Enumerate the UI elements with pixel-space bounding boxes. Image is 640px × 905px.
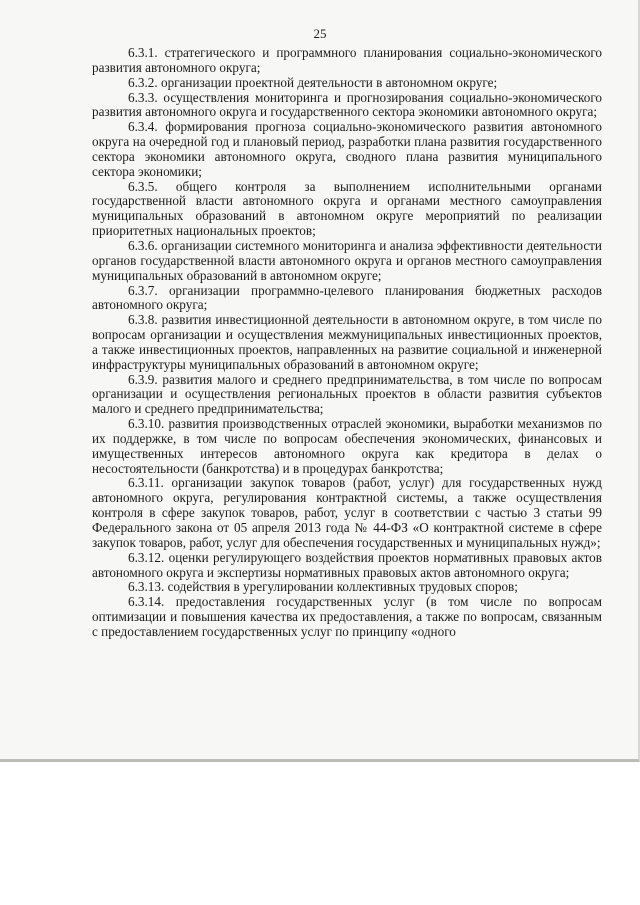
paragraph-6-3-6: 6.3.6. организации системного мониторинга и анализа эффективности деятельности органов государственной власти автономного округа и органов местного самоуправления муниципальных образований в автономном округе;	[92, 237, 602, 283]
paragraph-6-3-4: 6.3.4. формирования прогноза социально-экономического развития автономного округа на очередной год и плановый период, разработки плана развития государственного сектора экономики автономного округа, сводного плана развития муниципального сектора экономики;	[92, 119, 602, 179]
paragraph-6-3-3: 6.3.3. осуществления мониторинга и прогнозирования социально-экономического развития автономного округа и государственного сектора экономики автономного округа;	[92, 89, 602, 120]
paragraph-6-3-1: 6.3.1. стратегического и программного планирования социально-экономического развития автономного округа;	[92, 45, 602, 75]
paragraph-6-3-12: 6.3.12. оценки регулирующего воздействия проектов нормативных правовых актов автономного округа и экспертизы нормативных правовых актов автономного округа;	[92, 549, 602, 580]
paragraph-6-3-14: 6.3.14. предоставления государственных услуг (в том числе по вопросам оптимизации и повышения качества их предоставления, а также по вопросам, связанным с предоставлением государственных услуг по принципу «одного	[92, 594, 602, 639]
paragraph-6-3-13: 6.3.13. содействия в урегулировании коллективных трудовых споров;	[128, 579, 518, 595]
paragraph-6-3-2: 6.3.2. организации проектной деятельности в автономном округе;	[128, 74, 498, 90]
paragraph-6-3-7: 6.3.7. организации программно-целевого планирования бюджетных расходов автономного округа;	[92, 282, 602, 313]
page-number: 25	[313, 26, 327, 41]
paragraph-6-3-10: 6.3.10. развития производственных отраслей экономики, выработки механизмов по их поддержке, в том числе по вопросам обеспечения экономических, финансовых и имущественных интересов автономного округа как кредитора в делах о несостоятельности (банкротства) и в процедурах банкротства;	[92, 416, 602, 476]
document-body	[92, 46, 602, 640]
blank-area	[0, 765, 640, 905]
paragraph-6-3-11: 6.3.11. организации закупок товаров (работ, услуг) для государственных нужд автономного округа, регулирования контрактной системы, а также осуществления контроля в сфере закупок товаров, работ, услуг в соответствии с частью 3 статьи 99 Федерального закона от 05 апреля 2013 года № 44-ФЗ «О контрактной системе в сфере закупок товаров, работ, услуг для обеспечения государственных и муниципальных нужд»;	[92, 475, 602, 550]
paragraph-6-3-5: 6.3.5. общего контроля за выполнением исполнительными органами государственной власти автономного округа и органами местного самоуправления муниципальных образований в автономном округе мероприятий по реализации приоритетных национальных проектов;	[92, 178, 602, 239]
paragraph-6-3-9: 6.3.9. развития малого и среднего предпринимательства, в том числе по вопросам организации и осуществления региональных проектов в области развития субъектов малого и среднего предпринимательства;	[92, 371, 602, 417]
paragraph-6-3-8: 6.3.8. развития инвестиционной деятельности в автономном округе, в том числе по вопросам организации и осуществления межмуниципальных инвестиционных проектов, а также инвестиционных проектов, направленных на развитие социальной и инженерной инфраструктуры муниципальных образований в автономном округе;	[92, 312, 602, 372]
